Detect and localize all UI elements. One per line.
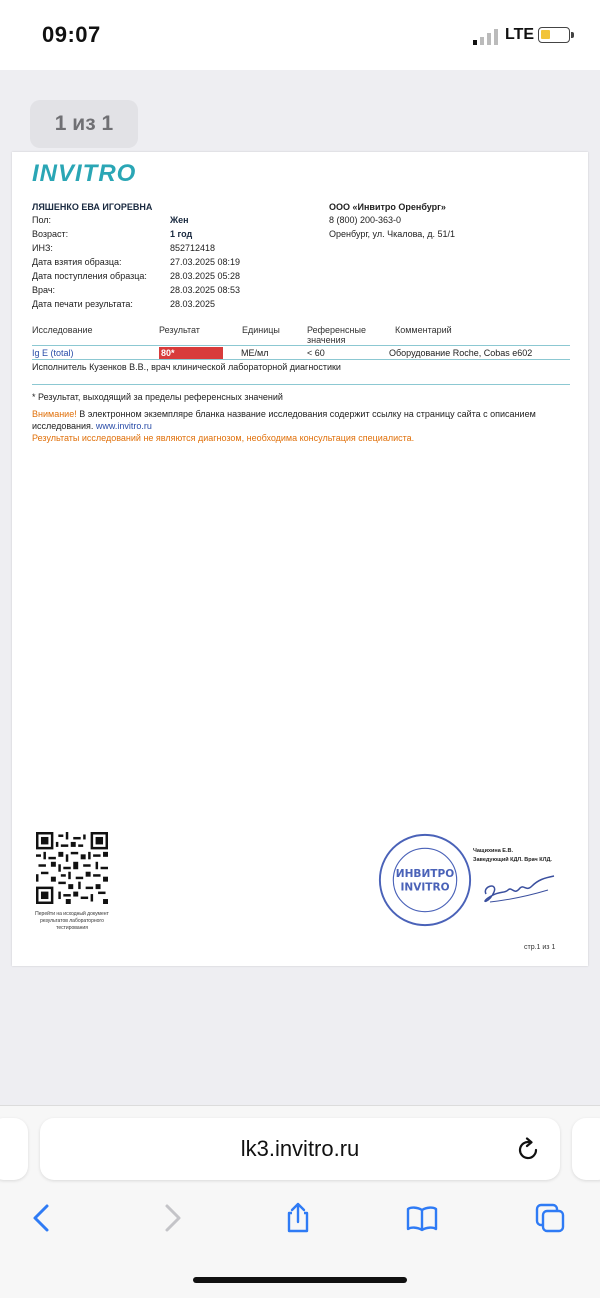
lab-stamp-icon (377, 832, 473, 928)
notice (32, 408, 572, 432)
qr-caption: Перейти на исходный документ результатов лабораторного тестирования (35, 911, 109, 931)
field-label-sex: Пол: (32, 215, 52, 225)
address-bar[interactable] (40, 1118, 560, 1180)
column-header-reference-line1: Референсные (307, 325, 366, 335)
executor-note: Исполнитель Кузенков В.В., врач клинической лабораторной диагностики (32, 362, 341, 372)
lab-address: Оренбург, ул. Чкалова, д. 51/1 (329, 229, 456, 239)
browser-toolbar (0, 1105, 600, 1298)
invitro-site-link[interactable]: www.invitro.ru (95, 421, 152, 431)
status-bar (0, 0, 600, 70)
disclaimer: Результаты исследований не являются диагнозом, необходима консультация специалиста. (32, 433, 415, 443)
url-text: lk3.invitro.ru (240, 1136, 360, 1161)
signer-title: Заведующий КДЛ. Врач КЛД. (473, 857, 552, 863)
column-header-reference-line2: значения (307, 335, 346, 345)
footnote: * Результат, выходящий за пределы референсных значений (32, 392, 283, 402)
result-reference: < 60 (307, 348, 325, 358)
home-indicator[interactable] (193, 1277, 407, 1283)
reload-icon[interactable] (514, 1136, 542, 1164)
table-divider (32, 345, 570, 346)
field-label-age: Возраст: (32, 229, 69, 239)
tabs-icon[interactable] (534, 1202, 566, 1234)
network-type: LTE (505, 26, 535, 43)
lab-phone: 8 (800) 200-363-0 (329, 215, 402, 225)
result-value-flagged: 80* (159, 347, 223, 359)
patient-name: ЛЯШЕНКО ЕВА ИГОРЕВНА (32, 202, 153, 212)
signer-block (473, 847, 552, 865)
signer-name: Чащихина Е.В. (473, 848, 513, 854)
column-header-test: Исследование (32, 325, 93, 335)
field-value-print-date: 28.03.2025 (170, 299, 216, 309)
lab-report-document (12, 152, 588, 966)
field-label-sample-taken: Дата взятия образца: (32, 257, 122, 267)
bookmarks-icon[interactable] (406, 1202, 438, 1234)
invitro-logo: INVITRO (32, 160, 137, 187)
notice-warning-label: Внимание! (32, 409, 77, 419)
field-value-doctor: 28.03.2025 08:53 (170, 285, 241, 295)
clock: 09:07 (42, 22, 101, 47)
page-number: стр.1 из 1 (524, 944, 556, 951)
back-icon[interactable] (26, 1202, 58, 1234)
field-value-sample-taken: 27.03.2025 08:19 (170, 257, 241, 267)
share-icon[interactable] (282, 1202, 314, 1234)
notice-text: В электронном экземпляре бланка название исследования содержит ссылку на страницу сайта с описанием исследования. (32, 409, 536, 431)
result-comment: Оборудование Roche, Cobas e602 (389, 348, 533, 358)
column-header-units: Единицы (242, 325, 280, 335)
page-indicator: 1 из 1 (30, 100, 138, 148)
table-divider (32, 359, 570, 360)
qr-code-icon[interactable] (36, 832, 108, 904)
battery-icon (538, 27, 570, 43)
field-value-sex: Жен (170, 215, 189, 225)
column-header-reference (307, 325, 366, 345)
field-label-sample-received: Дата поступления образца: (32, 271, 147, 281)
field-label-print-date: Дата печати результата: (32, 299, 133, 309)
lab-name: ООО «Инвитро Оренбург» (329, 202, 446, 212)
stamp-text-en: INVITRO (400, 881, 450, 894)
column-header-comment: Комментарий (395, 325, 452, 335)
column-header-result: Результат (159, 325, 200, 335)
field-value-age: 1 год (170, 229, 193, 239)
result-units: МЕ/мл (241, 348, 269, 358)
result-test-link[interactable]: Ig E (total) (32, 348, 74, 358)
field-label-doctor: Врач: (32, 285, 56, 295)
field-value-sample-received: 28.03.2025 05:28 (170, 271, 241, 281)
cellular-signal-icon (473, 29, 499, 45)
handwritten-signature-icon (478, 864, 558, 914)
field-value-inz: 852712418 (170, 243, 216, 253)
forward-icon[interactable] (156, 1202, 188, 1234)
field-label-inz: ИНЗ: (32, 243, 53, 253)
section-divider (32, 384, 570, 385)
next-tab-preview[interactable] (572, 1118, 600, 1180)
stamp-text-ru: ИНВИТРО (395, 868, 455, 881)
previous-tab-preview[interactable] (0, 1118, 28, 1180)
